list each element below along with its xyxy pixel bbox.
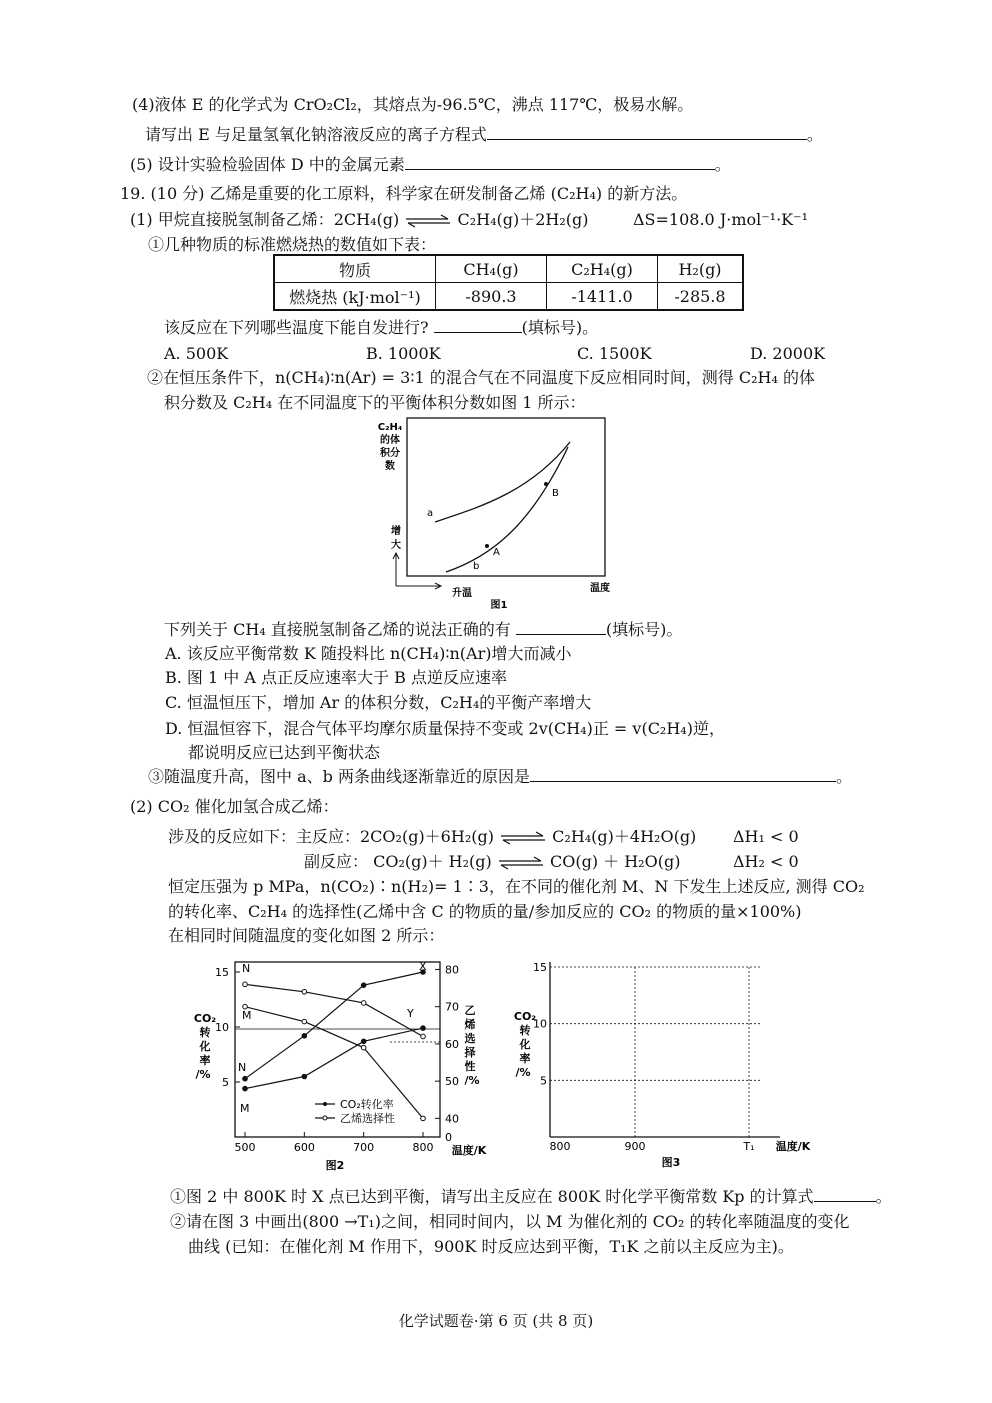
right-axis-tick-label: 60	[445, 1037, 459, 1051]
point-b	[544, 482, 548, 486]
x-axis-tick-label: 600	[293, 1141, 315, 1154]
table-row	[274, 283, 743, 311]
table-header: CH₄(g)	[436, 255, 547, 283]
data-point	[243, 982, 248, 987]
table-cell: -1411.0	[547, 283, 658, 311]
x-axis-tick-label: 800	[549, 1140, 571, 1153]
q19-sub2-line1: ②在恒压条件下，n(CH₄)∶n(Ar) = 3∶1 的混合气在不同温度下反应相同时间，测得 C₂H₄ 的体	[147, 368, 815, 387]
figure-2-xlabel: 温度/K	[451, 1144, 487, 1157]
data-point	[243, 1076, 248, 1081]
figure-2-legend	[315, 1097, 395, 1125]
q19-header: 19. (10 分) 乙烯是重要的化工原料，科学家在研发制备乙烯 (C₂H₄) 的新方法。	[120, 184, 688, 203]
series-label: M	[240, 1102, 250, 1115]
statement-d-cont: 都说明反应已达到平衡状态	[188, 743, 381, 762]
right-axis-tick-label: 0	[445, 1131, 452, 1144]
data-point	[361, 1045, 366, 1050]
series-line-M-selectivity	[245, 1007, 423, 1119]
left-axis-tick-label: 10	[215, 1021, 229, 1034]
data-point	[361, 1039, 366, 1044]
data-point	[302, 1034, 307, 1039]
q18-part5-prompt: (5) 设计实验检验固体 D 中的金属元素	[130, 155, 405, 174]
series-label: M	[242, 1009, 252, 1022]
q19-kp-question: ①图 2 中 800K 时 X 点已达到平衡，请写出主反应在 800K 时化学平衡常数 Kp 的计算式 。	[170, 1187, 892, 1206]
data-point	[302, 989, 307, 994]
curve-a-label: a	[427, 508, 434, 519]
statement-d: D. 恒温恒容下，混合气体平均摩尔质量保持不变或 2v(CH₄)正 = v(C₂H₄)逆，	[165, 719, 725, 738]
option-a: A. 500K	[164, 344, 229, 363]
figure-1-ylabel-line: 积分	[380, 448, 400, 459]
q19-correct-question: 下列关于 CH₄ 直接脱氢制备乙烯的说法正确的有 (填标号)。	[164, 620, 683, 639]
right-axis-tick-label: 70	[445, 1000, 459, 1014]
statement-b: B. 图 1 中 A 点正反应速率大于 B 点逆反应速率	[165, 668, 507, 687]
equilibrium-arrow-icon	[497, 856, 545, 870]
data-point	[361, 983, 366, 988]
q18-part4-prompt: 请写出 E 与足量氢氧化钠溶液反应的离子方程式	[145, 125, 487, 144]
right-axis-tick-label: 50	[445, 1075, 459, 1089]
entropy-change: ΔS=108.0 J·mol⁻¹·K⁻¹	[633, 210, 808, 229]
q19-sub1-intro: ①几种物质的标准燃烧热的数值如下表：	[148, 235, 437, 254]
legend-label: CO₂转化率	[340, 1098, 394, 1111]
figure-3-xlabel: 温度/K	[775, 1140, 811, 1153]
statement-c: C. 恒温恒压下，增加 Ar 的体积分数，C₂H₄的平衡产率增大	[165, 693, 592, 712]
statement-a: A. 该反应平衡常数 K 随投料比 n(CH₄)∶n(Ar)增大而减小	[165, 644, 572, 663]
table-header-row	[274, 255, 743, 283]
point-a	[485, 544, 489, 548]
x-axis-tick-label: 500	[234, 1141, 256, 1154]
point-a-label: A	[493, 547, 500, 558]
answer-blank[interactable]	[530, 766, 836, 782]
x-axis-tick-label: 900	[624, 1140, 646, 1153]
option-b: B. 1000K	[366, 344, 441, 363]
x-axis-tick-label: 700	[353, 1141, 375, 1154]
figure-1-ylabel-line: C₂H₄	[377, 422, 403, 433]
figure-1-heating-label: 升温	[452, 588, 472, 599]
q19-draw-line1: ②请在图 3 中画出(800 →T₁)之间，相同时间内，以 M 为催化剂的 CO₂ 的转化率随温度的变化	[170, 1212, 850, 1231]
data-point	[361, 1001, 366, 1006]
figure-3-caption: 图3	[661, 1156, 681, 1169]
answer-blank[interactable]	[434, 317, 522, 333]
figure-2-chart	[185, 950, 505, 1175]
figure-3-chart	[505, 950, 825, 1175]
data-point	[302, 1019, 307, 1024]
table-header: C₂H₄(g)	[547, 255, 658, 283]
figure-1-ylabel-line: 的体	[380, 435, 400, 446]
main-enthalpy: ΔH₁ < 0	[733, 827, 799, 846]
figure-1-increase-label: 大	[391, 540, 401, 551]
option-d: D. 2000K	[750, 344, 826, 363]
equilibrium-arrow-icon	[499, 831, 547, 845]
point-x-label: X	[419, 960, 427, 973]
curve-b-label: b	[473, 561, 480, 572]
answer-blank[interactable]	[516, 619, 606, 635]
table-row-label: 燃烧热 (kJ·mol⁻¹)	[274, 283, 436, 311]
x-axis-tick-label: 800	[412, 1141, 434, 1154]
right-axis-tick-label: 80	[445, 963, 459, 977]
q18-part4-line1: (4)液体 E 的化学式为 CrO₂Cl₂，其熔点为-96.5℃，沸点 117℃，极易水解。	[132, 95, 694, 114]
q19-draw-line2: 曲线 (已知：在催化剂 M 作用下，900K 时反应达到平衡，T₁K 之前以主反应为主)。	[188, 1237, 794, 1256]
q19-part2-title: (2) CO₂ 催化加氢合成乙烯：	[130, 797, 339, 816]
y-axis-tick-label: 10	[533, 1017, 547, 1031]
option-c: C. 1500K	[577, 344, 652, 363]
q19-part1-title: (1) 甲烷直接脱氢制备乙烯：2CH₄(g) C₂H₄(g)＋2H₂(g)	[130, 210, 589, 229]
answer-blank[interactable]	[487, 124, 807, 140]
series-line-M-conversion	[245, 1028, 423, 1089]
figure-2-left-axis-title: CO₂ 转化率/%	[193, 1012, 217, 1081]
figure-1	[370, 412, 630, 617]
combustion-heat-table	[273, 254, 744, 311]
q18-part4-line2: 请写出 E 与足量氢氧化钠溶液反应的离子方程式 。	[145, 125, 823, 144]
conditions-line3: 在相同时间随温度的变化如图 2 所示：	[168, 926, 445, 945]
conditions-line1: 恒定压强为 p MPa，n(CO₂)∶n(H₂)= 1∶3，在不同的催化剂 M、N 下发生上述反应, 测得 CO₂	[168, 877, 865, 896]
equilibrium-arrow-icon	[404, 214, 452, 228]
legend-label: 乙烯选择性	[340, 1112, 395, 1125]
answer-blank[interactable]	[405, 154, 715, 170]
figure-1-ylabel-line: 数	[385, 461, 395, 472]
point-b-label: B	[552, 488, 559, 499]
q19-temperature-question: 该反应在下列哪些温度下能自发进行? (填标号)。	[164, 318, 599, 337]
table-header: H₂(g)	[658, 255, 744, 283]
side-reaction: 副反应： CO₂(g)＋ H₂(g) CO(g) ＋ H₂O(g)	[304, 852, 681, 871]
data-point	[302, 1074, 307, 1079]
point-y-label: Y	[407, 1007, 414, 1020]
side-enthalpy: ΔH₂ < 0	[733, 852, 799, 871]
q19-sub3: ③随温度升高，图中 a、b 两条曲线逐渐靠近的原因是 。	[148, 767, 852, 786]
left-axis-tick-label: 5	[222, 1076, 229, 1089]
figure-3-axis-title: CO₂ 转化率/%	[513, 1010, 537, 1079]
answer-blank[interactable]	[814, 1186, 876, 1202]
data-point	[421, 1116, 426, 1121]
q19-sub2-line2: 积分数及 C₂H₄ 在不同温度下的平衡体积分数如图 1 所示：	[164, 393, 586, 412]
data-point	[243, 1086, 248, 1091]
x-axis-tick-label: T₁	[743, 1140, 755, 1153]
table-header: 物质	[274, 255, 436, 283]
figure-1-frame	[407, 418, 605, 576]
y-axis-tick-label: 5	[540, 1074, 547, 1088]
q18-part5: (5) 设计实验检验固体 D 中的金属元素 。	[130, 155, 731, 174]
data-point	[421, 1026, 426, 1031]
figure-1-caption: 图1	[490, 600, 508, 611]
series-label: N	[238, 1061, 247, 1074]
main-reaction: 涉及的反应如下：主反应：2CO₂(g)＋6H₂(g) C₂H₄(g)＋4H₂O(g)	[168, 827, 697, 846]
left-axis-tick-label: 15	[215, 966, 229, 979]
page-footer: 化学试题卷·第 6 页 (共 8 页)	[398, 1312, 594, 1330]
table-cell: -285.8	[658, 283, 744, 311]
table-cell: -890.3	[436, 283, 547, 311]
figure-2-caption: 图2	[325, 1159, 345, 1172]
figure-2-right-axis-title: 乙烯选择性/%	[464, 1004, 480, 1087]
right-axis-tick-label: 40	[445, 1112, 459, 1126]
y-axis-tick-label: 15	[533, 961, 547, 974]
conditions-line2: 的转化率、C₂H₄ 的选择性(乙烯中含 C 的物质的量/参加反应的 CO₂ 的物质的量×100%)	[168, 902, 802, 921]
data-point	[421, 1034, 426, 1039]
figure-1-xlabel: 温度	[590, 583, 610, 594]
figure-1-increase-label: 增	[391, 526, 401, 537]
curve-b	[446, 447, 568, 572]
figure-2-frame	[235, 962, 440, 1137]
series-label: N	[242, 962, 251, 975]
